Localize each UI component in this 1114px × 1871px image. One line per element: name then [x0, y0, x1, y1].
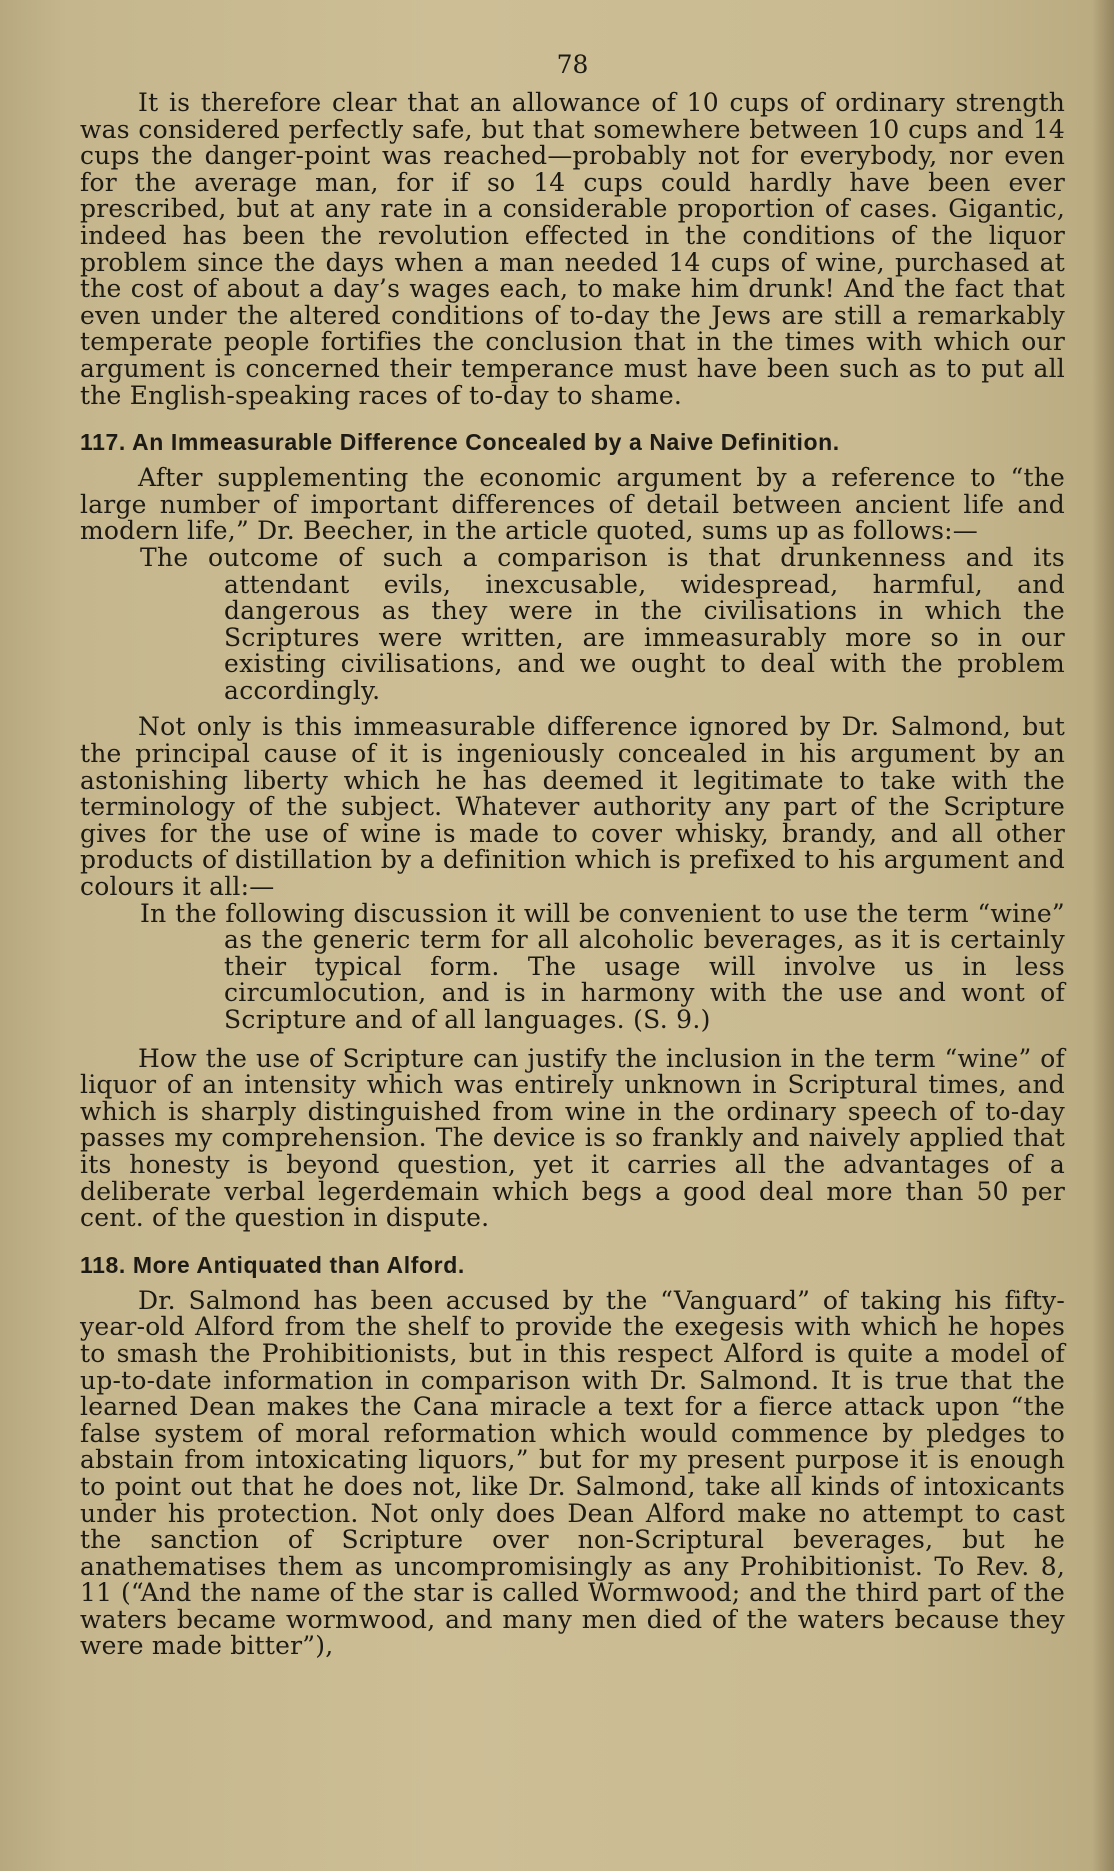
- section-117-heading: 117. An Immeasurable Difference Concealed by a Naive Definition.: [80, 429, 840, 456]
- text-column: [80, 52, 1065, 1660]
- page-edge-shadow: [1092, 0, 1114, 1871]
- page-number: 78: [556, 50, 589, 79]
- section-117-paragraph-3: How the use of Scripture can justify the inclusion in the term “wine” of liquor of an intensity which was entirely unknown in Scriptural times, and which is sharply distinguished from wine in the ordinary speech of to-day passes my comprehension. The device is so frankly and naively applied that its honesty is beyond question, yet it carries all the advantages of a deliberate verbal legerdemain which begs a good deal more than 50 per cent. of the question in dispute.: [80, 1043, 1065, 1233]
- section-117-paragraph-1: After supplementing the economic argument by a reference to “the large number of important differences of detail between ancient life and modern life,” Dr. Beecher, in the article quoted, sums up as follows:—: [80, 463, 1065, 546]
- salmond-quotation: In the following discussion it will be convenient to use the term “wine” as the generic term for all alcoholic beverages, as it is certainly their typical form. The usage will involve us in less circumlocution, and is in harmony with the use and wont of Scripture and of all languages. (S. 9.): [140, 898, 1065, 1034]
- intro-paragraph: It is therefore clear that an allowance of 10 cups of ordinary strength was considered perfectly safe, but that somewhere between 10 cups and 14 cups the danger-point was reached—probably not for everybody, nor even for the average man, for if so 14 cups could hardly have been ever prescribed, but at any rate in a considerable proportion of cases. Gigantic, indeed has been the revolution effected in the conditions of the liquor problem since the days when a man needed 14 cups of wine, purchased at the cost of about a day’s wages each, to make him drunk! And the fact that even under the altered conditions of to-day the Jews are still a remarkably temperate people fortifies the conclusion that in the times with which our argument is concerned their temperance must have been such as to put all the English-speaking races of to-day to shame.: [80, 88, 1065, 410]
- section-117-paragraph-2: Not only is this immeasurable difference ignored by Dr. Salmond, but the principal cause of it is ingeniously concealed in his argument by an astonishing liberty which he has deemed it legitimate to take with the terminology of the subject. Whatever authority any part of the Scripture gives for the use of wine is made to cover whisky, brandy, and all other products of distillation by a definition which is prefixed to his argument and colours it all:—: [80, 712, 1065, 902]
- section-118-paragraph-1: Dr. Salmond has been accused by the “Vanguard” of taking his fifty-year-old Alford from the shelf to provide the exegesis with which he hopes to smash the Prohibitionists, but in this respect Alford is quite a model of up-to-date information in comparison with Dr. Salmond. It is true that the learned Dean makes the Cana miracle a text for a fierce attack upon “the false system of moral reformation which would commence by pledges to abstain from intoxicating liquors,” but for my present purpose it is enough to point out that he does not, like Dr. Salmond, take all kinds of intoxicants under his protection. Not only does Dean Alford make no attempt to cast the sanction of Scripture over non-Scriptural beverages, but he anathematises them as uncompromisingly as any Prohibitionist. To Rev. 8, 11 (“And the name of the star is called Wormwood; and the third part of the waters became wormwood, and many men died of the waters because they were made bitter”),: [80, 1285, 1065, 1661]
- section-118-heading: 118. More Antiquated than Alford.: [80, 1251, 465, 1278]
- beecher-quotation: The outcome of such a comparison is that drunkenness and its attendant evils, inexcusable, widespread, harmful, and dangerous as they were in the civilisations in which the Scriptures were written, are immeasurably more so in our existing civilisations, and we ought to deal with the problem accordingly.: [140, 542, 1065, 705]
